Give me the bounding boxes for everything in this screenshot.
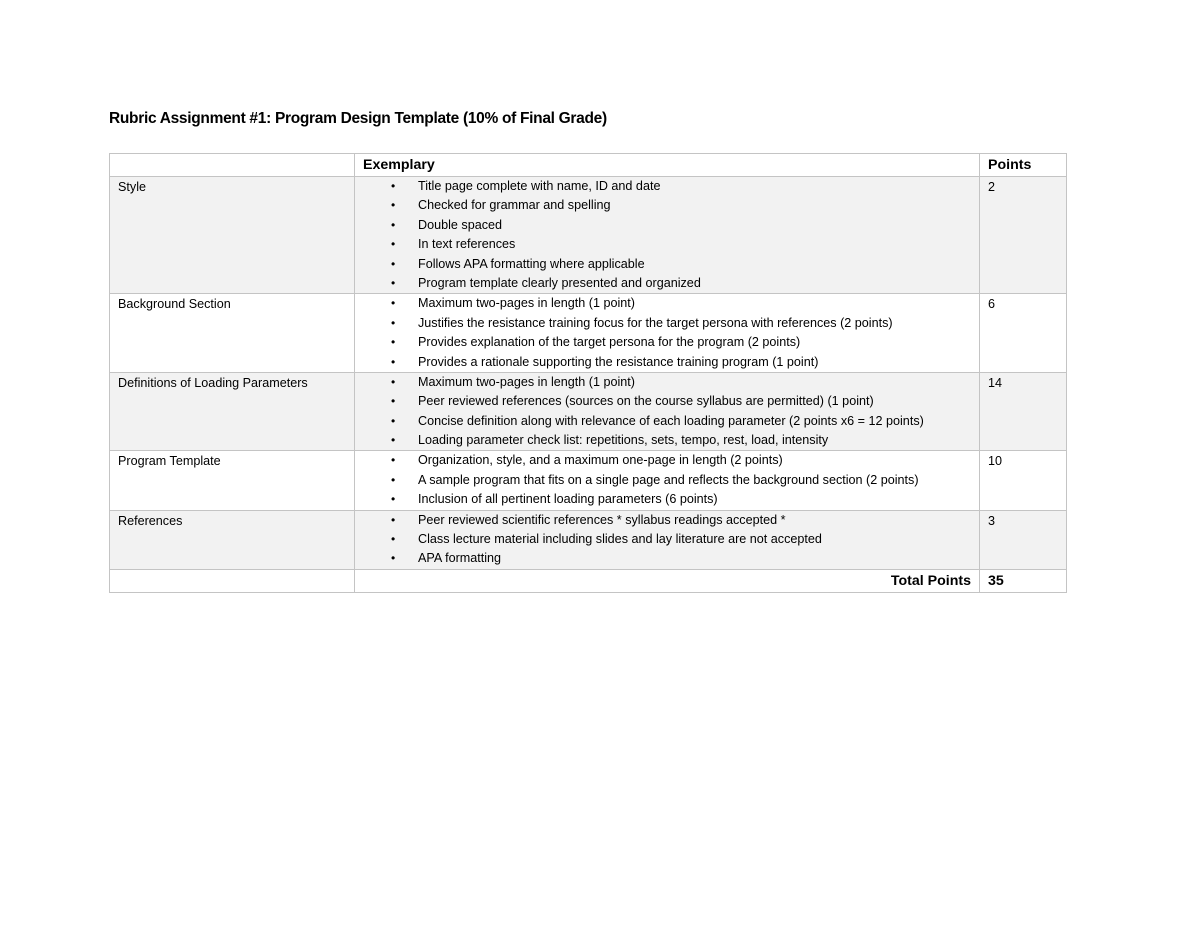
list-item — [363, 431, 971, 450]
list-item — [363, 471, 971, 490]
list-item-text: APA formatting — [418, 551, 502, 566]
document-title: Rubric Assignment #1: Program Design Template (10% of Final Grade) — [109, 110, 607, 127]
criteria-list — [363, 511, 971, 569]
list-item-text: Provides explanation of the target persona for the program (2 points) — [418, 335, 801, 350]
bullet-icon: • — [391, 237, 396, 252]
bullet-icon: • — [391, 275, 396, 290]
exemplary-cell — [355, 372, 980, 451]
bullet-icon: • — [391, 374, 396, 389]
points-cell: 6 — [980, 294, 1067, 373]
rubric-row-references — [110, 510, 1067, 569]
exemplary-cell — [355, 294, 980, 373]
list-item-text: Peer reviewed references (sources on the course syllabus are permitted) (1 point) — [418, 394, 874, 409]
total-points-value: 35 — [980, 569, 1067, 592]
criteria-list — [363, 451, 971, 509]
list-item — [363, 530, 971, 549]
list-item-text: Checked for grammar and spelling — [418, 198, 611, 213]
list-item-text: Organization, style, and a maximum one-page in length (2 points) — [418, 453, 783, 468]
list-item — [363, 490, 971, 509]
list-item — [363, 412, 971, 431]
list-item-text: Title page complete with name, ID and date — [418, 179, 661, 193]
points-cell: 2 — [980, 177, 1067, 294]
list-item-text: Concise definition along with relevance of each loading parameter (2 points x6 = 12 points) — [418, 413, 924, 428]
criterion-cell: Definitions of Loading Parameters — [110, 372, 355, 451]
list-item — [363, 353, 971, 372]
points-cell: 3 — [980, 510, 1067, 569]
list-item — [363, 216, 971, 235]
list-item — [363, 294, 971, 313]
bullet-icon: • — [391, 512, 396, 527]
bullet-icon: • — [391, 532, 396, 547]
total-points-label: Total Points — [355, 569, 980, 592]
list-item — [363, 274, 971, 293]
criterion-cell: Style — [110, 177, 355, 294]
list-item — [363, 255, 971, 274]
exemplary-cell — [355, 510, 980, 569]
bullet-icon: • — [391, 256, 396, 271]
exemplary-cell — [355, 451, 980, 510]
list-item — [363, 333, 971, 352]
list-item-text: Maximum two-pages in length (1 point) — [418, 296, 635, 311]
bullet-icon: • — [391, 315, 396, 330]
bullet-icon: • — [391, 217, 396, 232]
list-item-text: Maximum two-pages in length (1 point) — [418, 374, 635, 389]
header-row — [110, 154, 1067, 177]
points-cell: 10 — [980, 451, 1067, 510]
criterion-cell: Background Section — [110, 294, 355, 373]
rubric-table — [109, 153, 1067, 593]
bullet-icon: • — [391, 492, 396, 507]
list-item — [363, 511, 971, 530]
list-item — [363, 314, 971, 333]
header-exemplary: Exemplary — [355, 154, 980, 177]
list-item-text: Provides a rationale supporting the resistance training program (1 point) — [418, 354, 819, 369]
list-item — [363, 392, 971, 411]
list-item — [363, 451, 971, 470]
total-empty-cell — [110, 569, 355, 592]
bullet-icon: • — [391, 472, 396, 487]
points-cell: 14 — [980, 372, 1067, 451]
bullet-icon: • — [391, 551, 396, 566]
list-item-text: Double spaced — [418, 217, 503, 232]
bullet-icon: • — [391, 198, 396, 213]
criteria-list — [363, 294, 971, 372]
bullet-icon: • — [391, 354, 396, 369]
bullet-icon: • — [391, 413, 396, 428]
header-criterion — [110, 154, 355, 177]
exemplary-cell — [355, 177, 980, 294]
list-item-text: Program template clearly presented and organized — [418, 275, 701, 290]
criteria-list — [363, 177, 971, 293]
list-item — [363, 235, 971, 254]
bullet-icon: • — [391, 296, 396, 311]
bullet-icon: • — [391, 335, 396, 350]
criterion-cell: References — [110, 510, 355, 569]
list-item-text: Inclusion of all pertinent loading parameters (6 points) — [418, 492, 718, 507]
bullet-icon: • — [391, 394, 396, 409]
list-item — [363, 196, 971, 215]
list-item-text: In text references — [418, 237, 516, 252]
header-points: Points — [980, 154, 1067, 177]
bullet-icon: • — [391, 433, 396, 448]
list-item — [363, 373, 971, 392]
list-item-text: Class lecture material including slides and lay literature are not accepted — [418, 532, 822, 547]
list-item-text: Loading parameter check list: repetitions, sets, tempo, rest, load, intensity — [418, 433, 829, 448]
rubric-row-program-template — [110, 451, 1067, 510]
rubric-row-background-section — [110, 294, 1067, 373]
total-row — [110, 569, 1067, 592]
rubric-row-style — [110, 177, 1067, 294]
list-item — [363, 549, 971, 568]
list-item — [363, 177, 971, 196]
list-item-text: Peer reviewed scientific references * syllabus readings accepted * — [418, 512, 786, 527]
bullet-icon: • — [391, 453, 396, 468]
bullet-icon: • — [391, 179, 396, 193]
list-item-text: Follows APA formatting where applicable — [418, 256, 645, 271]
list-item-text: A sample program that fits on a single page and reflects the background section (2 points) — [418, 472, 919, 487]
criterion-cell: Program Template — [110, 451, 355, 510]
criteria-list — [363, 373, 971, 451]
rubric-row-loading-parameters — [110, 372, 1067, 451]
list-item-text: Justifies the resistance training focus for the target persona with references (2 points) — [418, 315, 893, 330]
